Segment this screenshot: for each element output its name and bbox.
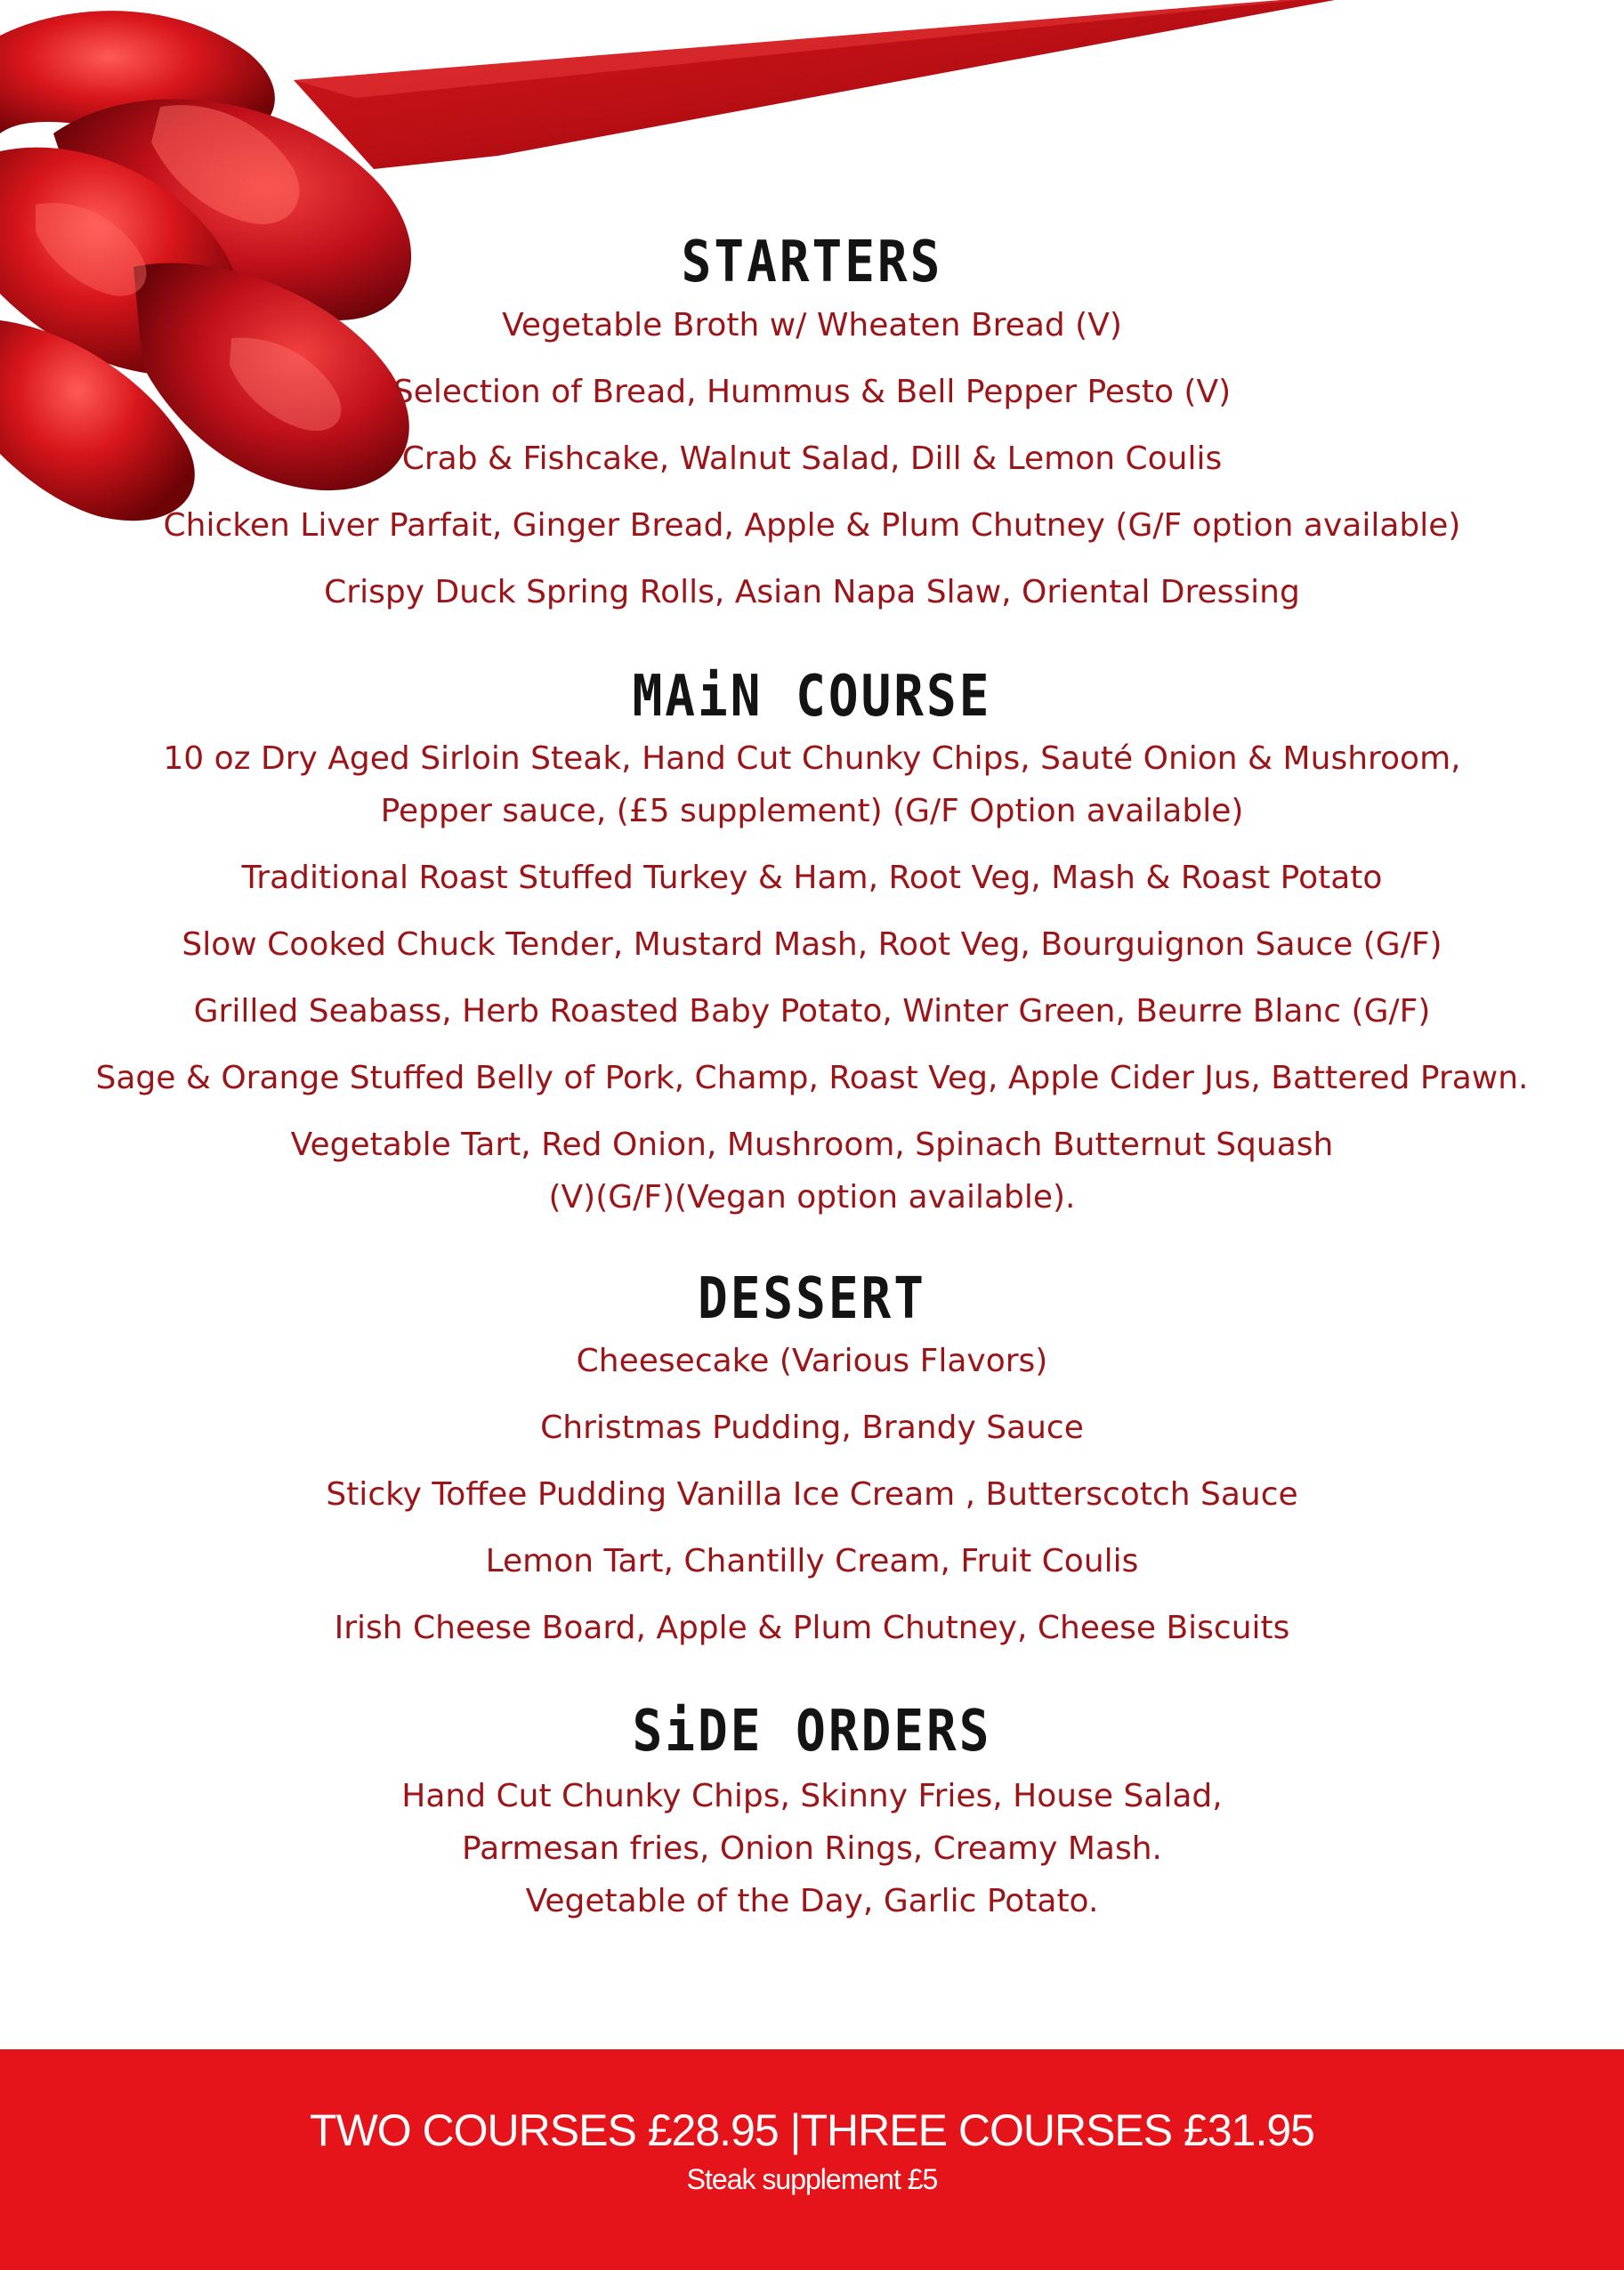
dessert-item: Lemon Tart, Chantilly Cream, Fruit Coulis	[485, 1543, 1139, 1579]
course-prices: TWO COURSES £28.95 |THREE COURSES £31.95	[310, 2105, 1314, 2155]
starter-item: Chicken Liver Parfait, Ginger Bread, Apple & Plum Chutney (G/F option available)	[163, 507, 1461, 544]
side-orders-heading: SiDE ORDERS	[632, 1698, 992, 1765]
dessert-item: Christmas Pudding, Brandy Sauce	[540, 1410, 1084, 1446]
starters-heading: STARTERS	[681, 229, 943, 295]
main-course-item: (V)(G/F)(Vegan option available).	[548, 1179, 1076, 1216]
main-course-item: Traditional Roast Stuffed Turkey & Ham, Root Veg, Mash & Roast Potato	[241, 860, 1383, 896]
dessert-item: Irish Cheese Board, Apple & Plum Chutney, Cheese Biscuits	[334, 1610, 1290, 1646]
main-course-item: Pepper sauce, (£5 supplement) (G/F Option available)	[380, 793, 1244, 829]
main-course-item: Slow Cooked Chuck Tender, Mustard Mash, Root Veg, Bourguignon Sauce (G/F)	[182, 926, 1442, 963]
steak-supplement-note: Steak supplement £5	[686, 2163, 938, 2195]
side-order-item: Parmesan fries, Onion Rings, Creamy Mash.	[462, 1830, 1162, 1867]
main-course-heading: MAiN COURSE	[632, 663, 992, 730]
main-course-item: Grilled Seabass, Herb Roasted Baby Potato, Winter Green, Beurre Blanc (G/F)	[193, 993, 1431, 1030]
dessert-item: Cheesecake (Various Flavors)	[576, 1343, 1048, 1379]
main-course-item: 10 oz Dry Aged Sirloin Steak, Hand Cut Chunky Chips, Sauté Onion & Mushroom,	[163, 740, 1461, 777]
starter-item: Crispy Duck Spring Rolls, Asian Napa Slaw, Oriental Dressing	[324, 574, 1300, 610]
main-course-item: Vegetable Tart, Red Onion, Mushroom, Spinach Butternut Squash	[290, 1127, 1334, 1163]
main-course-item: Sage & Orange Stuffed Belly of Pork, Champ, Roast Veg, Apple Cider Jus, Battered Prawn.	[95, 1060, 1529, 1096]
starter-item: Crab & Fishcake, Walnut Salad, Dill & Lemon Coulis	[401, 440, 1223, 477]
price-footer	[0, 2049, 1624, 2270]
side-order-item: Hand Cut Chunky Chips, Skinny Fries, House Salad,	[401, 1778, 1223, 1814]
dessert-item: Sticky Toffee Pudding Vanilla Ice Cream , Butterscotch Sauce	[326, 1476, 1298, 1513]
side-order-item: Vegetable of the Day, Garlic Potato.	[525, 1883, 1099, 1919]
starter-item: Vegetable Broth w/ Wheaten Bread (V)	[502, 307, 1122, 343]
dessert-heading: DESSERT	[697, 1265, 926, 1332]
starter-item: Selection of Bread, Hummus & Bell Pepper Pesto (V)	[392, 374, 1232, 410]
